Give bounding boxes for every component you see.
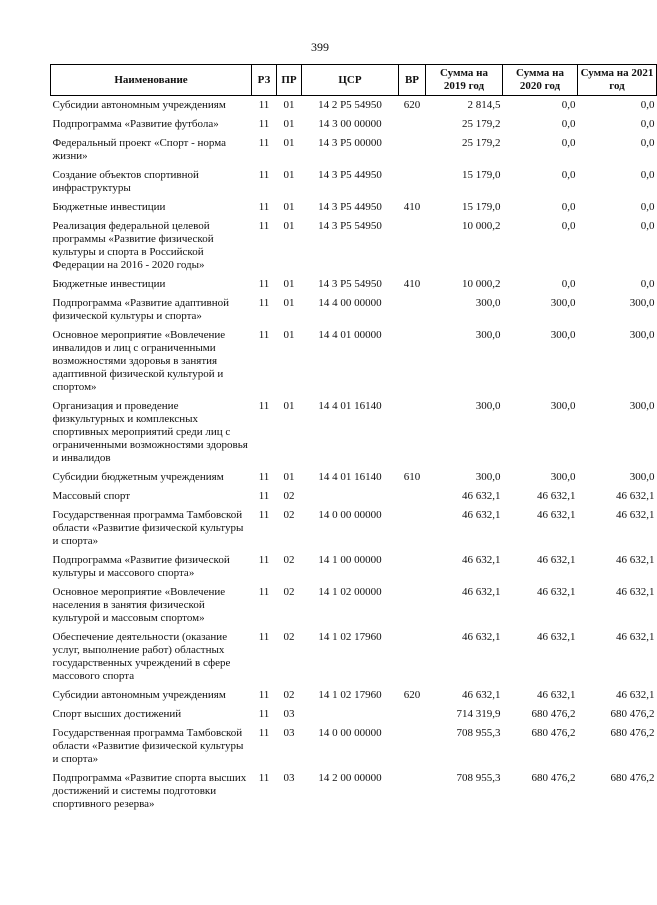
cell-pr: 01 [283, 201, 295, 213]
cell-pr: 01 [283, 278, 295, 290]
cell-csr: 14 2 P5 54950 [318, 99, 382, 111]
cell-sum-2021: 300,0 [629, 329, 655, 341]
cell-pr: 01 [283, 220, 295, 232]
cell-csr: 14 4 01 16140 [318, 400, 382, 412]
cell-csr: 14 4 01 16140 [318, 471, 382, 483]
cell-csr: 14 1 02 00000 [318, 586, 382, 598]
cell-sum-2021: 46 632,1 [616, 509, 655, 521]
cell-rz: 11 [258, 490, 270, 502]
table-row [51, 115, 657, 134]
cell-sum-2020: 300,0 [550, 329, 576, 341]
cell-csr: 14 4 01 00000 [318, 329, 382, 341]
cell-vr [399, 397, 426, 468]
cell-csr: 14 1 00 00000 [318, 554, 382, 566]
cell-sum-2020: 300,0 [550, 400, 576, 412]
cell-rz: 11 [258, 329, 270, 341]
cell-vr: 620 [403, 99, 421, 111]
cell-sum-2019: 46 632,1 [462, 490, 501, 502]
table-row [51, 487, 657, 506]
cell-sum-2019: 300,0 [475, 329, 501, 341]
cell-sum-2019: 15 179,0 [462, 169, 501, 181]
cell-sum-2019: 300,0 [475, 471, 501, 483]
cell-sum-2020: 680 476,2 [531, 708, 576, 720]
cell-sum-2021: 680 476,2 [610, 772, 655, 784]
cell-sum-2019: 46 632,1 [462, 509, 501, 521]
cell-csr: 14 2 00 00000 [318, 772, 382, 784]
table-row [51, 769, 657, 814]
cell-pr: 03 [283, 772, 295, 784]
cell-vr [399, 217, 426, 275]
cell-sum-2021: 46 632,1 [616, 631, 655, 643]
cell-name: Подпрограмма «Развитие физической культуры и массового спорта» [52, 554, 230, 579]
column-header-sum-2019: Сумма на 2019 год [426, 65, 503, 96]
cell-pr: 01 [283, 99, 295, 111]
cell-rz: 11 [258, 169, 270, 181]
cell-name: Реализация федеральной целевой программы «Развитие физической культуры и спорта в Российской Федерации на 2016 - 2020 годы» [52, 220, 214, 271]
cell-csr: 14 3 P5 44950 [318, 169, 382, 181]
cell-sum-2020: 0,0 [561, 118, 576, 130]
cell-sum-2019: 714 319,9 [456, 708, 501, 720]
cell-sum-2019: 25 179,2 [462, 137, 501, 149]
cell-sum-2021: 46 632,1 [616, 586, 655, 598]
column-header-sum-2020: Сумма на 2020 год [503, 65, 578, 96]
column-header-rz: РЗ [252, 65, 277, 96]
cell-sum-2019: 46 632,1 [462, 554, 501, 566]
cell-sum-2019: 46 632,1 [462, 689, 501, 701]
column-header-vr: ВР [399, 65, 426, 96]
cell-vr: 610 [403, 471, 421, 483]
table-row [51, 217, 657, 275]
cell-sum-2021: 46 632,1 [616, 689, 655, 701]
cell-sum-2020: 300,0 [550, 471, 576, 483]
cell-sum-2021: 46 632,1 [616, 490, 655, 502]
table-body [51, 96, 657, 815]
cell-vr [399, 506, 426, 551]
cell-csr: 14 3 P5 44950 [318, 201, 382, 213]
cell-rz: 11 [258, 297, 270, 309]
cell-name: Бюджетные инвестиции [52, 201, 166, 213]
cell-pr: 02 [283, 586, 295, 598]
table-row [51, 166, 657, 198]
cell-rz: 11 [258, 554, 270, 566]
cell-name: Бюджетные инвестиции [52, 278, 166, 290]
table-row [51, 724, 657, 769]
cell-name: Субсидии автономным учреждениям [52, 689, 226, 701]
cell-rz: 11 [258, 220, 270, 232]
cell-rz: 11 [258, 99, 270, 111]
cell-sum-2021: 680 476,2 [610, 727, 655, 739]
cell-sum-2019: 300,0 [475, 297, 501, 309]
cell-rz: 11 [258, 772, 270, 784]
cell-rz: 11 [258, 708, 270, 720]
cell-pr: 03 [283, 727, 295, 739]
cell-sum-2020: 680 476,2 [531, 727, 576, 739]
cell-vr [399, 115, 426, 134]
table-row [51, 96, 657, 116]
cell-csr: 14 0 00 00000 [318, 509, 382, 521]
cell-vr: 620 [403, 689, 421, 701]
cell-sum-2021: 0,0 [640, 99, 655, 111]
cell-sum-2020: 680 476,2 [531, 772, 576, 784]
cell-sum-2020: 46 632,1 [537, 509, 576, 521]
cell-sum-2021: 0,0 [640, 137, 655, 149]
cell-csr: 14 1 02 17960 [318, 631, 382, 643]
cell-sum-2019: 25 179,2 [462, 118, 501, 130]
cell-name: Подпрограмма «Развитие спорта высших достижений и системы подготовки спортивного резерва» [52, 772, 247, 810]
cell-pr: 03 [283, 708, 295, 720]
page-number: 399 [311, 40, 329, 54]
cell-name: Субсидии автономным учреждениям [52, 99, 226, 111]
table-row [51, 198, 657, 217]
cell-pr: 02 [283, 689, 295, 701]
cell-sum-2020: 46 632,1 [537, 631, 576, 643]
table-row [51, 468, 657, 487]
table-row [51, 275, 657, 294]
cell-sum-2021: 0,0 [640, 169, 655, 181]
cell-rz: 11 [258, 278, 270, 290]
cell-vr [399, 326, 426, 397]
cell-rz: 11 [258, 689, 270, 701]
table-row [51, 583, 657, 628]
cell-csr: 14 3 P5 54950 [318, 220, 382, 232]
table-row [51, 506, 657, 551]
cell-sum-2020: 0,0 [561, 201, 576, 213]
cell-rz: 11 [258, 137, 270, 149]
table-row [51, 686, 657, 705]
table-row [51, 397, 657, 468]
cell-pr: 01 [283, 137, 295, 149]
table-header [51, 65, 657, 96]
cell-name: Подпрограмма «Развитие адаптивной физической культуры и спорта» [52, 297, 229, 322]
table-row [51, 551, 657, 583]
cell-sum-2019: 46 632,1 [462, 586, 501, 598]
cell-sum-2020: 46 632,1 [537, 689, 576, 701]
cell-sum-2019: 10 000,2 [462, 278, 501, 290]
cell-pr: 01 [283, 118, 295, 130]
cell-vr [399, 166, 426, 198]
column-header-sum-2021: Сумма на 2021 год [578, 65, 657, 96]
cell-name: Основное мероприятие «Вовлечение инвалидов и лиц с ограниченными возможностями здоровья в занятия адаптивной физической культурой и спортом» [52, 329, 226, 393]
table-row [51, 326, 657, 397]
cell-sum-2020: 0,0 [561, 99, 576, 111]
cell-vr [399, 487, 426, 506]
cell-vr: 410 [403, 278, 421, 290]
cell-rz: 11 [258, 400, 270, 412]
cell-sum-2019: 708 955,3 [456, 772, 501, 784]
cell-csr: 14 0 00 00000 [318, 727, 382, 739]
cell-vr [399, 583, 426, 628]
cell-sum-2020: 0,0 [561, 169, 576, 181]
cell-csr: 14 3 00 00000 [318, 118, 382, 130]
cell-sum-2020: 46 632,1 [537, 586, 576, 598]
cell-csr: 14 3 P5 54950 [318, 278, 382, 290]
cell-csr: 14 3 P5 00000 [318, 137, 382, 149]
cell-sum-2021: 0,0 [640, 220, 655, 232]
cell-name: Обеспечение деятельности (оказание услуг, выполнение работ) областных государственных учреждений в сфере массового спорта [52, 631, 231, 682]
cell-pr: 01 [283, 471, 295, 483]
cell-rz: 11 [258, 201, 270, 213]
cell-pr: 02 [283, 631, 295, 643]
cell-rz: 11 [258, 118, 270, 130]
cell-sum-2021: 300,0 [629, 297, 655, 309]
cell-pr: 01 [283, 400, 295, 412]
column-header-name: Наименование [51, 65, 252, 96]
cell-vr [399, 705, 426, 724]
cell-sum-2020: 300,0 [550, 297, 576, 309]
cell-name: Массовый спорт [52, 490, 131, 502]
cell-rz: 11 [258, 471, 270, 483]
cell-pr: 01 [283, 329, 295, 341]
cell-rz: 11 [258, 727, 270, 739]
cell-sum-2019: 708 955,3 [456, 727, 501, 739]
cell-vr [399, 769, 426, 814]
cell-sum-2021: 46 632,1 [616, 554, 655, 566]
cell-pr: 02 [283, 554, 295, 566]
cell-sum-2019: 15 179,0 [462, 201, 501, 213]
cell-sum-2020: 0,0 [561, 278, 576, 290]
cell-sum-2021: 0,0 [640, 118, 655, 130]
table-row [51, 628, 657, 686]
cell-vr [399, 724, 426, 769]
cell-rz: 11 [258, 631, 270, 643]
table-row [51, 294, 657, 326]
cell-csr [302, 487, 399, 506]
cell-vr: 410 [403, 201, 421, 213]
cell-csr [302, 705, 399, 724]
budget-table [50, 64, 657, 814]
cell-vr [399, 551, 426, 583]
cell-pr: 01 [283, 169, 295, 181]
cell-name: Государственная программа Тамбовской области «Развитие физической культуры и спорта» [52, 727, 244, 765]
cell-name: Спорт высших достижений [52, 708, 182, 720]
cell-csr: 14 4 00 00000 [318, 297, 382, 309]
cell-sum-2021: 300,0 [629, 400, 655, 412]
cell-name: Основное мероприятие «Вовлечение населения в занятия физической культурой и массовым спортом» [52, 586, 226, 624]
cell-sum-2021: 0,0 [640, 201, 655, 213]
cell-pr: 02 [283, 490, 295, 502]
table-row [51, 134, 657, 166]
cell-vr [399, 294, 426, 326]
cell-name: Организация и проведение физкультурных и комплексных спортивных мероприятий среди лиц с ограниченными возможностями здоровья и инвалидов [52, 400, 248, 464]
cell-name: Создание объектов спортивной инфраструктуры [52, 169, 199, 194]
cell-name: Государственная программа Тамбовской области «Развитие физической культуры и спорта» [52, 509, 244, 547]
cell-name: Субсидии бюджетным учреждениям [52, 471, 224, 483]
header-row [51, 65, 657, 96]
cell-sum-2019: 300,0 [475, 400, 501, 412]
cell-vr [399, 134, 426, 166]
cell-sum-2020: 0,0 [561, 137, 576, 149]
cell-sum-2021: 300,0 [629, 471, 655, 483]
cell-name: Подпрограмма «Развитие футбола» [52, 118, 219, 130]
column-header-csr: ЦСР [302, 65, 399, 96]
cell-sum-2020: 0,0 [561, 220, 576, 232]
cell-vr [399, 628, 426, 686]
cell-pr: 02 [283, 509, 295, 521]
cell-rz: 11 [258, 586, 270, 598]
cell-pr: 01 [283, 297, 295, 309]
cell-csr: 14 1 02 17960 [318, 689, 382, 701]
cell-sum-2019: 2 814,5 [467, 99, 501, 111]
table-row [51, 705, 657, 724]
cell-sum-2021: 0,0 [640, 278, 655, 290]
cell-sum-2019: 46 632,1 [462, 631, 501, 643]
cell-sum-2019: 10 000,2 [462, 220, 501, 232]
cell-name: Федеральный проект «Спорт - норма жизни» [52, 137, 227, 162]
column-header-pr: ПР [277, 65, 302, 96]
cell-sum-2020: 46 632,1 [537, 490, 576, 502]
cell-rz: 11 [258, 509, 270, 521]
cell-sum-2020: 46 632,1 [537, 554, 576, 566]
cell-sum-2021: 680 476,2 [610, 708, 655, 720]
